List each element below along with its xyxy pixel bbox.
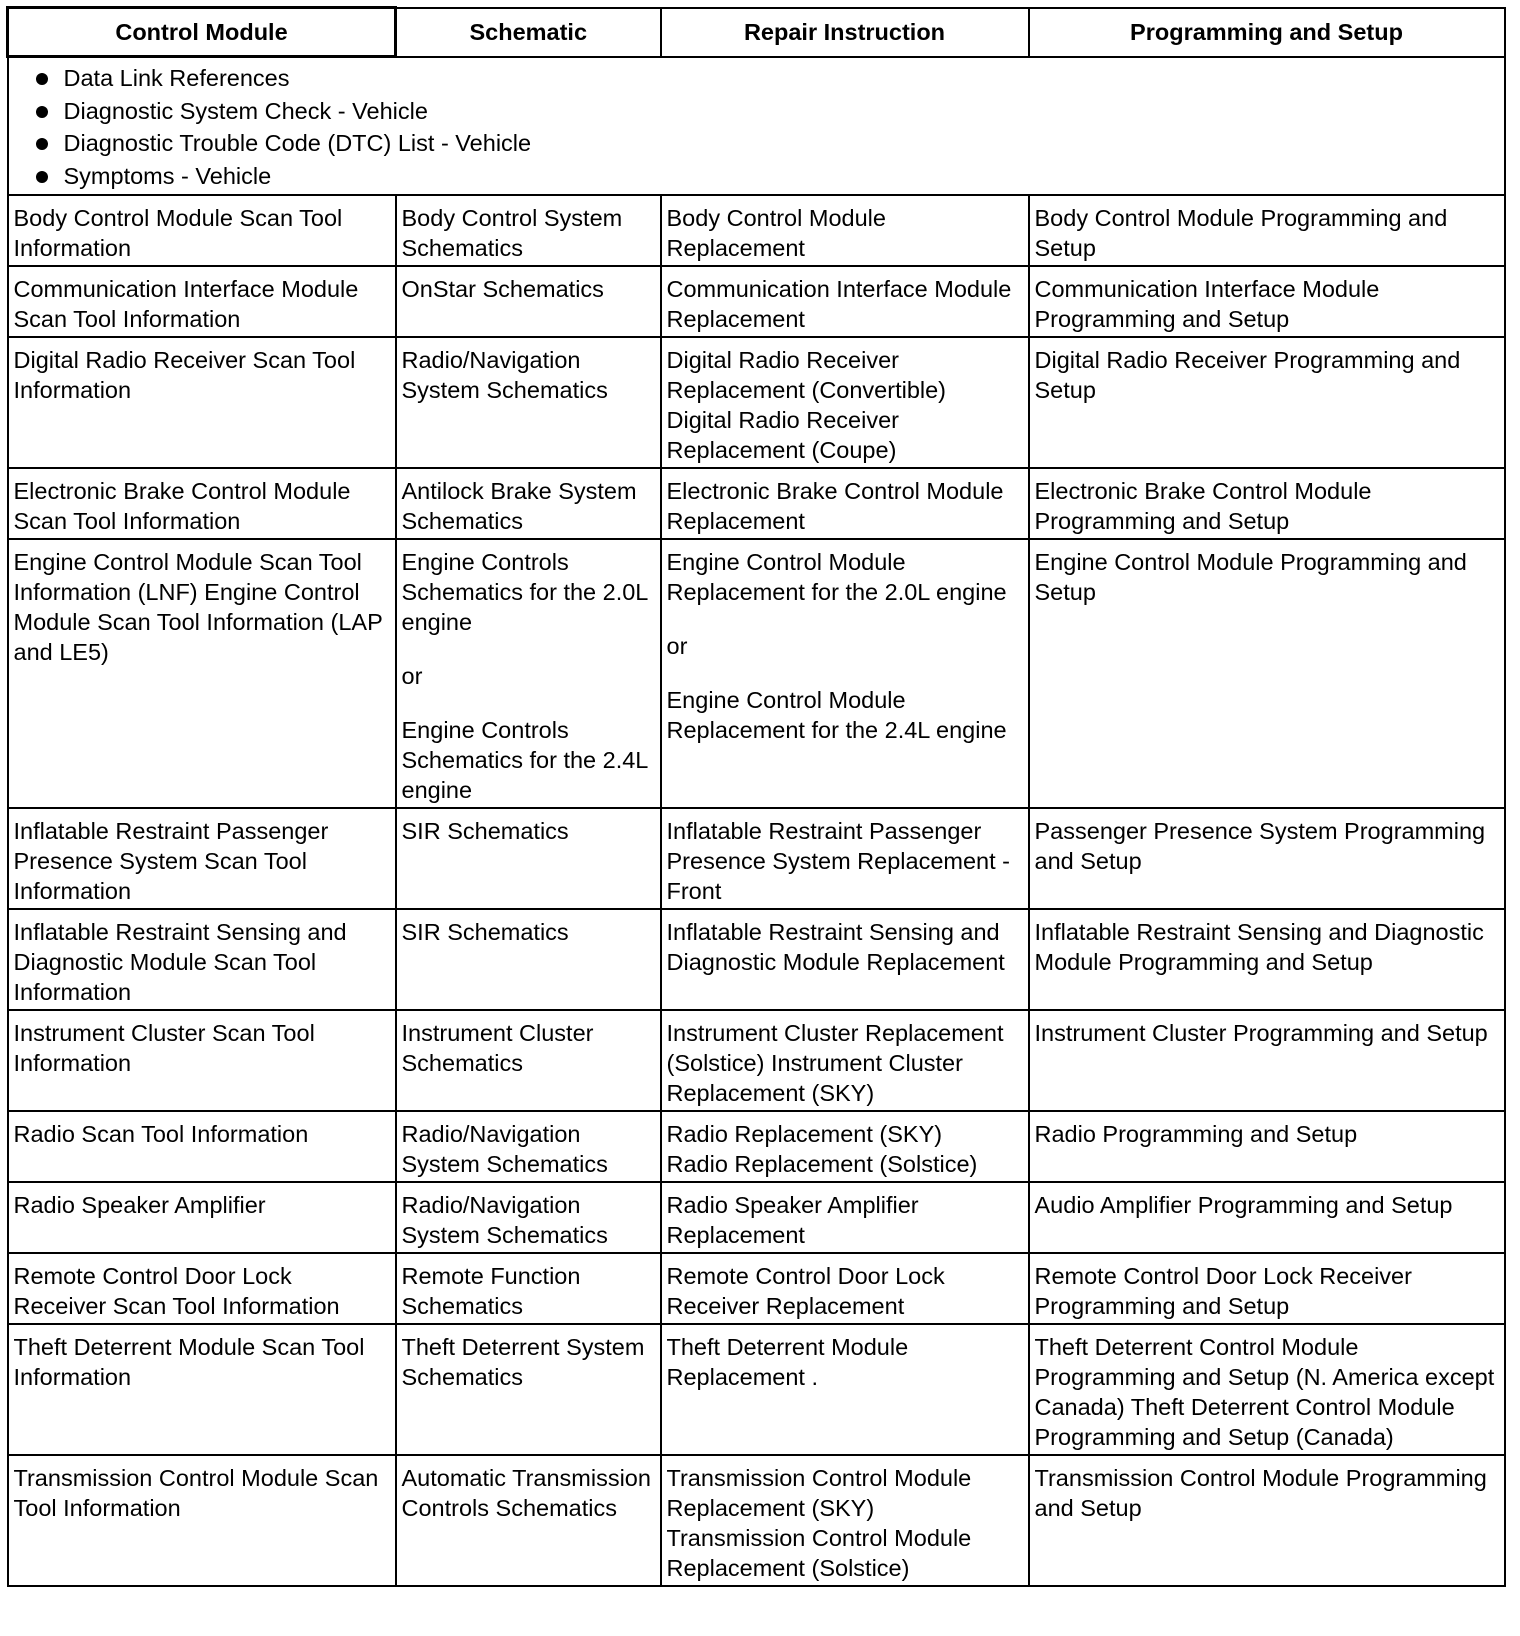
programming-cell[interactable]: Radio Programming and Setup (1029, 1111, 1505, 1182)
or-separator: or (666, 633, 688, 659)
schematic-cell[interactable]: Radio/Navigation System Schematics (396, 1111, 661, 1182)
bullet-icon (36, 73, 48, 85)
table-row (8, 539, 1505, 808)
repair-cell (661, 1455, 1029, 1586)
repair-link[interactable]: Engine Control Module Replacement for the 2.0L engine (666, 549, 1007, 605)
schematic-cell[interactable]: Instrument Cluster Schematics (396, 1010, 661, 1111)
programming-cell[interactable]: Passenger Presence System Programming and Setup (1029, 808, 1505, 909)
schematic-cell[interactable]: Theft Deterrent System Schematics (396, 1324, 661, 1455)
programming-cell[interactable]: Digital Radio Receiver Programming and Setup (1029, 337, 1505, 468)
module-cell[interactable]: Inflatable Restraint Sensing and Diagnostic Module Scan Tool Information (8, 909, 396, 1010)
repair-cell[interactable]: Inflatable Restraint Sensing and Diagnostic Module Replacement (661, 909, 1029, 1010)
programming-cell[interactable]: Body Control Module Programming and Setup (1029, 195, 1505, 266)
schematic-cell[interactable]: Body Control System Schematics (396, 195, 661, 266)
repair-link[interactable]: Radio Replacement (SKY) (666, 1121, 943, 1147)
control-module-reference-table (6, 6, 1506, 1587)
programming-cell[interactable]: Inflatable Restraint Sensing and Diagnostic Module Programming and Setup (1029, 909, 1505, 1010)
module-cell[interactable]: Theft Deterrent Module Scan Tool Information (8, 1324, 396, 1455)
list-item[interactable]: Diagnostic Trouble Code (DTC) List - Vehicle (14, 127, 1499, 160)
list-item[interactable]: Diagnostic System Check - Vehicle (14, 95, 1499, 128)
programming-cell[interactable]: Electronic Brake Control Module Programming and Setup (1029, 468, 1505, 539)
header-programming-setup: Programming and Setup (1029, 8, 1505, 57)
module-cell[interactable]: Radio Speaker Amplifier (8, 1182, 396, 1253)
table-row (8, 1182, 1505, 1253)
table-header-row (8, 8, 1505, 57)
schematic-link[interactable]: Engine Controls Schematics for the 2.0L engine (401, 549, 648, 635)
module-cell[interactable]: Body Control Module Scan Tool Information (8, 195, 396, 266)
schematic-link[interactable]: Engine Controls Schematics for the 2.4L engine (401, 717, 648, 803)
spacer (402, 637, 655, 661)
schematic-cell[interactable]: SIR Schematics (396, 909, 661, 1010)
programming-cell[interactable]: Transmission Control Module Programming and Setup (1029, 1455, 1505, 1586)
table-row (8, 1455, 1505, 1586)
repair-cell[interactable]: Theft Deterrent Module Replacement . (661, 1324, 1029, 1455)
module-cell[interactable]: Transmission Control Module Scan Tool Information (8, 1455, 396, 1586)
general-references-list (14, 62, 1499, 192)
spacer (402, 691, 655, 715)
programming-cell[interactable]: Theft Deterrent Control Module Programming and Setup (N. America except Canada) Theft Deterrent Control Module Programming and Setup (Canada) (1029, 1324, 1505, 1455)
spacer (667, 661, 1023, 685)
table-row (8, 1324, 1505, 1455)
module-cell[interactable]: Communication Interface Module Scan Tool Information (8, 266, 396, 337)
table-row (8, 468, 1505, 539)
header-schematic: Schematic (396, 8, 661, 57)
programming-cell[interactable]: Communication Interface Module Programming and Setup (1029, 266, 1505, 337)
repair-cell (661, 539, 1029, 808)
repair-link[interactable]: Digital Radio Receiver Replacement (Convertible) (666, 347, 947, 403)
schematic-cell[interactable]: OnStar Schematics (396, 266, 661, 337)
module-cell[interactable]: Radio Scan Tool Information (8, 1111, 396, 1182)
general-references-row (8, 57, 1505, 196)
table-row (8, 1010, 1505, 1111)
repair-link[interactable]: Radio Replacement (Solstice) (666, 1151, 978, 1177)
repair-link[interactable]: Digital Radio Receiver Replacement (Coupe) (666, 407, 899, 463)
module-cell[interactable]: Electronic Brake Control Module Scan Tool Information (8, 468, 396, 539)
module-cell[interactable]: Instrument Cluster Scan Tool Information (8, 1010, 396, 1111)
header-repair-instruction: Repair Instruction (661, 8, 1029, 57)
module-cell[interactable]: Engine Control Module Scan Tool Information (LNF) Engine Control Module Scan Tool Information (LAP and LE5) (8, 539, 396, 808)
programming-cell[interactable]: Engine Control Module Programming and Setup (1029, 539, 1505, 808)
or-separator: or (401, 663, 423, 689)
list-item[interactable]: Data Link References (14, 62, 1499, 95)
programming-cell[interactable]: Audio Amplifier Programming and Setup (1029, 1182, 1505, 1253)
list-item[interactable]: Symptoms - Vehicle (14, 160, 1499, 193)
bullet-icon (36, 138, 48, 150)
repair-cell[interactable]: Communication Interface Module Replacement (661, 266, 1029, 337)
table-row (8, 1253, 1505, 1324)
schematic-cell[interactable]: Radio/Navigation System Schematics (396, 337, 661, 468)
table-row (8, 1111, 1505, 1182)
bullet-icon (36, 106, 48, 118)
repair-link[interactable]: Transmission Control Module Replacement (SKY) (666, 1465, 972, 1521)
schematic-cell (396, 539, 661, 808)
table-row (8, 808, 1505, 909)
module-cell[interactable]: Remote Control Door Lock Receiver Scan Tool Information (8, 1253, 396, 1324)
repair-cell[interactable]: Instrument Cluster Replacement (Solstice) Instrument Cluster Replacement (SKY) (661, 1010, 1029, 1111)
repair-cell (661, 337, 1029, 468)
header-control-module: Control Module (8, 8, 396, 57)
programming-cell[interactable]: Instrument Cluster Programming and Setup (1029, 1010, 1505, 1111)
programming-cell[interactable]: Remote Control Door Lock Receiver Programming and Setup (1029, 1253, 1505, 1324)
repair-link[interactable]: Engine Control Module Replacement for the 2.4L engine (666, 687, 1007, 743)
spacer (667, 607, 1023, 631)
repair-cell[interactable]: Radio Speaker Amplifier Replacement (661, 1182, 1029, 1253)
schematic-cell[interactable]: Automatic Transmission Controls Schematics (396, 1455, 661, 1586)
repair-cell[interactable]: Remote Control Door Lock Receiver Replacement (661, 1253, 1029, 1324)
general-references-cell (8, 57, 1505, 196)
table-row (8, 266, 1505, 337)
table-row (8, 337, 1505, 468)
schematic-cell[interactable]: Radio/Navigation System Schematics (396, 1182, 661, 1253)
table-row (8, 195, 1505, 266)
repair-cell (661, 1111, 1029, 1182)
module-cell[interactable]: Inflatable Restraint Passenger Presence System Scan Tool Information (8, 808, 396, 909)
repair-cell[interactable]: Electronic Brake Control Module Replacement (661, 468, 1029, 539)
schematic-cell[interactable]: Antilock Brake System Schematics (396, 468, 661, 539)
repair-cell[interactable]: Inflatable Restraint Passenger Presence System Replacement - Front (661, 808, 1029, 909)
schematic-cell[interactable]: SIR Schematics (396, 808, 661, 909)
repair-cell[interactable]: Body Control Module Replacement (661, 195, 1029, 266)
repair-link[interactable]: Transmission Control Module Replacement (Solstice) (666, 1525, 972, 1581)
module-cell[interactable]: Digital Radio Receiver Scan Tool Information (8, 337, 396, 468)
table-row (8, 909, 1505, 1010)
bullet-icon (36, 171, 48, 183)
schematic-cell[interactable]: Remote Function Schematics (396, 1253, 661, 1324)
